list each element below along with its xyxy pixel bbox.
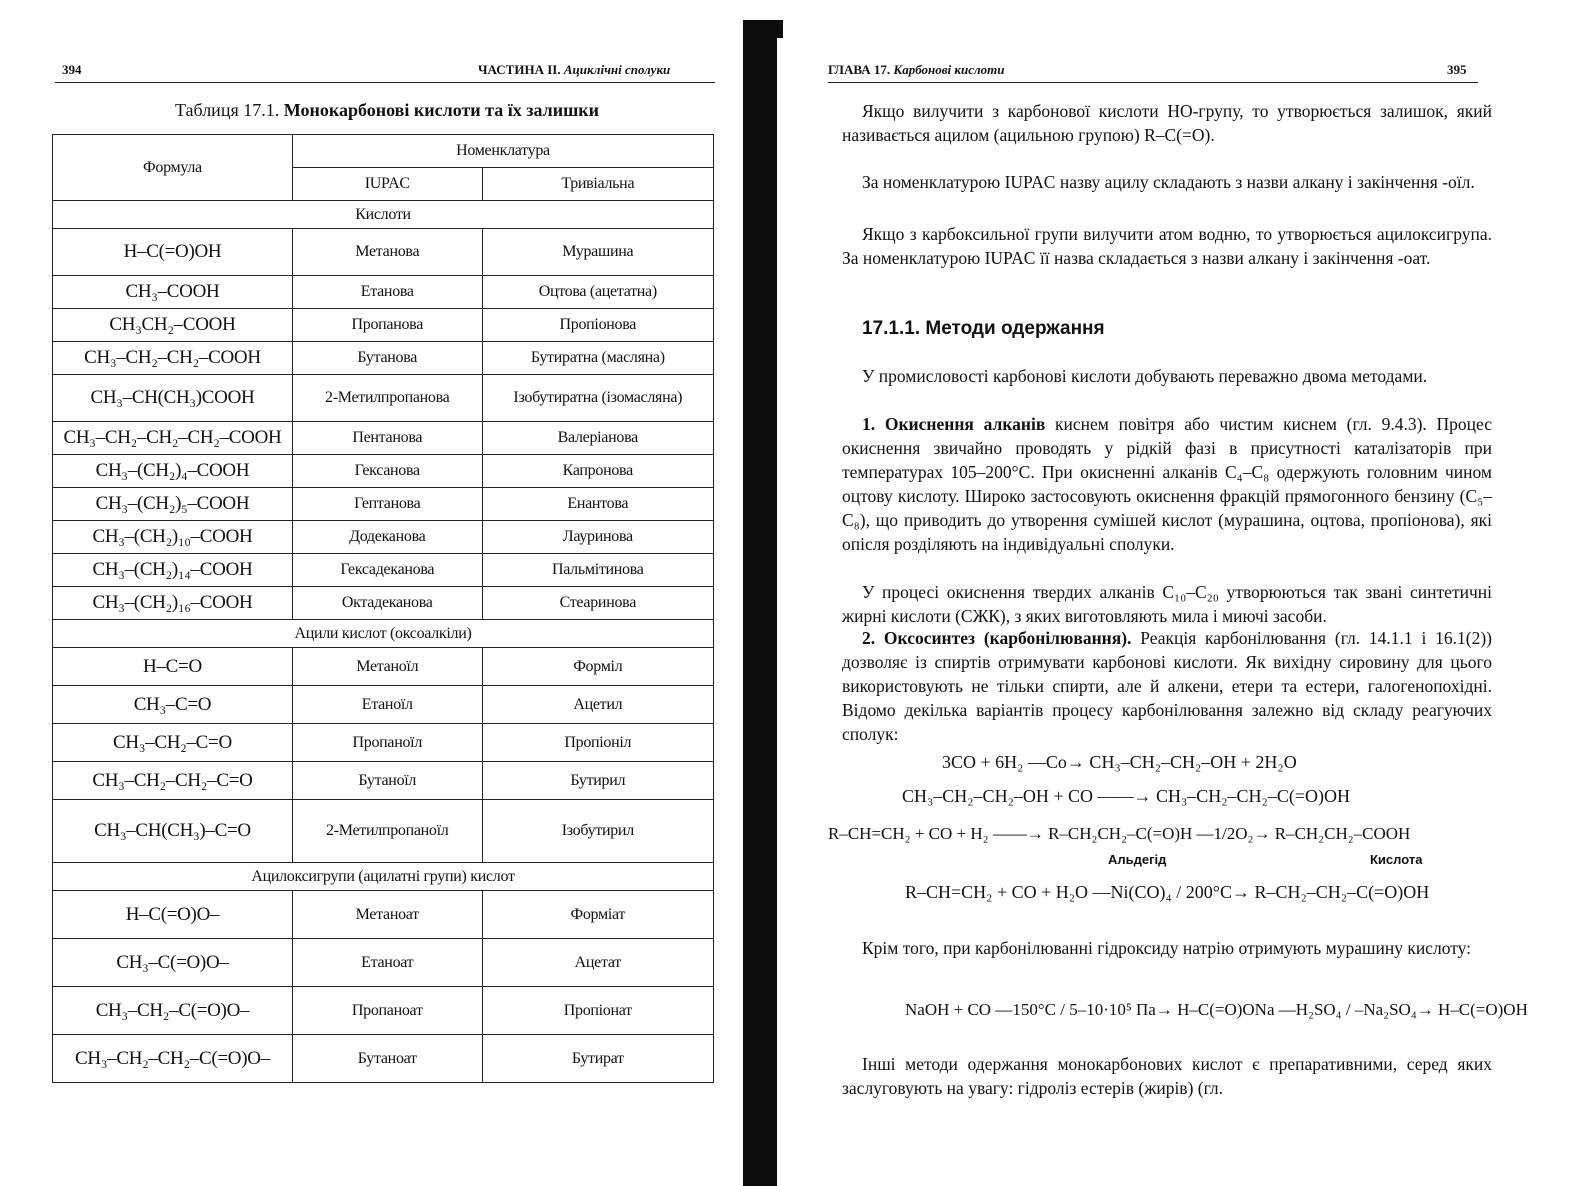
acyloxy-row xyxy=(53,987,714,1035)
running-head-right xyxy=(828,62,1005,78)
acid-row-trivial: Енантова xyxy=(482,488,713,521)
acyloxy-row-iupac: Етаноат xyxy=(292,939,482,987)
paragraph-alkane-oxidation xyxy=(842,412,1492,556)
method-1-text: киснем повітря або чистим киснем (гл. 9.4.3). Процес окиснення звичайно проводять у рідкій фазі в присутності каталізаторів при температурах 105–200°C. При окисненні алканів C₄–C₈ одержують головним чином оцтову кислоту. Широко застосовують окиснення фракцій прямогонного бензину (C₅–C₈), що приводить до утворення сумішей кислот (мурашина, оцтова, пропіонова), які опісля розділяють на індивідуальні сполуки. xyxy=(842,414,1492,554)
acid-row-trivial: Мурашина xyxy=(482,229,713,276)
running-head-left xyxy=(478,62,670,78)
acyl-row-trivial: Ізобутирил xyxy=(482,800,713,863)
acid-row-trivial: Валеріанова xyxy=(482,422,713,455)
acyloxy-row-iupac: Пропаноат xyxy=(292,987,482,1035)
group-acids: Кислоти xyxy=(53,201,714,229)
acid-row xyxy=(53,554,714,587)
acyl-row-iupac: Пропаноїл xyxy=(292,724,482,762)
group-acyls: Ацили кислот (оксоалкіли) xyxy=(53,620,714,648)
paragraph-oxosynthesis xyxy=(842,626,1492,746)
header-nomenclature: Номенклатура xyxy=(292,135,713,168)
acids-rows xyxy=(53,229,714,620)
acid-row-iupac: Гексанова xyxy=(292,455,482,488)
acyloxy-row-trivial: Ацетат xyxy=(482,939,713,987)
paragraph-acyl-naming: За номенклатурою IUPAC назву ацилу складають з назви алкану і закінчення -оїл. xyxy=(862,172,1475,192)
book-spine-tip xyxy=(777,20,783,38)
acyl-row-iupac: Метаноїл xyxy=(292,648,482,686)
acyloxy-row-formula: CH₃–CH₂–CH₂–C(=O)O– xyxy=(53,1035,293,1083)
acid-row-trivial: Бутиратна (масляна) xyxy=(482,342,713,375)
acid-row-trivial: Ізобутиратна (ізомасляна) xyxy=(482,375,713,422)
acyl-row-formula: CH₃–CH(CH₃)–C=O xyxy=(53,800,293,863)
page-number-left: 394 xyxy=(62,62,82,77)
acid-row-formula: CH₃–(CH₂)₁₆–COOH xyxy=(53,587,293,620)
acyloxy-row-formula: H–C(=O)O– xyxy=(53,891,293,939)
acid-row-iupac: Пропанова xyxy=(292,309,482,342)
acid-row xyxy=(53,488,714,521)
acyl-row-iupac: Бутаноїл xyxy=(292,762,482,800)
acyl-rows xyxy=(53,648,714,863)
header-formula: Формула xyxy=(53,135,293,201)
acyl-row-formula: H–C=O xyxy=(53,648,293,686)
acid-row-iupac: Бутанова xyxy=(292,342,482,375)
method-2-title: 2. Оксосинтез (карбонілювання). xyxy=(862,628,1132,648)
acyl-row-trivial: Форміл xyxy=(482,648,713,686)
page-number-right: 395 xyxy=(1447,62,1467,77)
acid-row-iupac: 2-Метилпропанова xyxy=(292,375,482,422)
equation-1: 3CO + 6H₂ —Co→ CH₃–CH₂–CH₂–OH + 2H₂O xyxy=(942,752,1297,772)
running-head-part: ЧАСТИНА II. xyxy=(478,62,561,77)
paragraph-sfa: У процесі окиснення твердих алканів C₁₀–C₂₀ утворюються так звані синтетичні жирні кислоти (СЖК), з яких виготовляють мила і миючі засоби. xyxy=(842,582,1492,626)
paragraph-other-methods: Інші методи одержання монокарбонових кислот є препаративними, серед яких заслуговують на увагу: гідроліз естерів (жирів) (гл. xyxy=(842,1054,1492,1098)
acyloxy-rows xyxy=(53,891,714,1083)
equation-4: R–CH=CH₂ + CO + H₂O —Ni(CO)₄ / 200°C→ R–CH₂–CH₂–C(=O)OH xyxy=(905,882,1430,902)
acid-row-trivial: Пальмітинова xyxy=(482,554,713,587)
acid-row-iupac: Гептанова xyxy=(292,488,482,521)
header-iupac: IUPAC xyxy=(292,168,482,201)
acid-row-formula: CH₃–COOH xyxy=(53,276,293,309)
table-caption xyxy=(62,100,712,121)
header-trivial: Тривіальна xyxy=(482,168,713,201)
equation-3: R–CH=CH₂ + CO + H₂ ——→ R–CH₂CH₂–C(=O)H —1/2O₂→ R–CH₂CH₂–COOH xyxy=(828,824,1411,843)
acyl-row-iupac: Етаноїл xyxy=(292,686,482,724)
equation-2: CH₃–CH₂–CH₂–OH + CO ——→ CH₃–CH₂–CH₂–C(=O)OH xyxy=(902,786,1350,806)
acid-row-trivial: Капронова xyxy=(482,455,713,488)
acyl-row xyxy=(53,686,714,724)
acyl-row-trivial: Бутирил xyxy=(482,762,713,800)
acid-table xyxy=(52,134,714,1083)
acid-row-formula: CH₃–(CH₂)₅–COOH xyxy=(53,488,293,521)
acyl-row-trivial: Ацетил xyxy=(482,686,713,724)
acyl-row-trivial: Пропіоніл xyxy=(482,724,713,762)
acyloxy-row-iupac: Метаноат xyxy=(292,891,482,939)
header-rule-left xyxy=(55,82,715,83)
acyl-row xyxy=(53,762,714,800)
acid-row-formula: CH₃–CH₂–CH₂–CH₂–COOH xyxy=(53,422,293,455)
acid-row-formula: CH₃–(CH₂)₁₀–COOH xyxy=(53,521,293,554)
label-aldehyde: Альдегід xyxy=(1108,852,1167,867)
acyl-row-formula: CH₃–CH₂–CH₂–C=O xyxy=(53,762,293,800)
paragraph-intro-methods: У промисловості карбонові кислоти добувають переважно двома методами. xyxy=(862,366,1428,386)
book-spine-shadow xyxy=(743,20,777,1186)
acyl-row xyxy=(53,800,714,863)
acid-row xyxy=(53,375,714,422)
label-acid: Кислота xyxy=(1370,852,1423,867)
acyloxy-row xyxy=(53,891,714,939)
acid-row-iupac: Метанова xyxy=(292,229,482,276)
method-2-text: Реакція карбонілювання (гл. 14.1.1 і 16.1(2)) дозволяє із спиртів отримувати карбонові кислоти. Як вихідну сировину для цього використовують не тільки спирти, але й алкени, етери та естери, галогенопохідні. Відомо декілька варіантів процесу карбонілювання залежно від складу реагуючих сполук: xyxy=(842,628,1492,744)
acid-row xyxy=(53,229,714,276)
acid-row xyxy=(53,521,714,554)
acid-row-formula: H–C(=O)OH xyxy=(53,229,293,276)
paragraph-acyl: Якщо вилучити з карбонової кислоти НО-групу, то утворюється залишок, який називається ацилом (ацильною групою) R–C(=O). xyxy=(842,101,1492,145)
acyl-row-iupac: 2-Метилпропаноїл xyxy=(292,800,482,863)
paragraph-naoh: Крім того, при карбонілюванні гідроксиду натрію отримують мурашину кислоту: xyxy=(862,938,1472,958)
caption-prefix: Таблиця 17.1. xyxy=(174,100,280,120)
acyloxy-row-trivial: Пропіонат xyxy=(482,987,713,1035)
left-page xyxy=(0,0,740,1186)
acid-row-formula: CH₃–CH₂–CH₂–COOH xyxy=(53,342,293,375)
acid-row-iupac: Додеканова xyxy=(292,521,482,554)
running-head-title-left: Ациклічні сполуки xyxy=(563,62,671,77)
acid-row-iupac: Етанова xyxy=(292,276,482,309)
acid-row-trivial: Оцтова (ацетатна) xyxy=(482,276,713,309)
acid-row-formula: CH₃–(CH₂)₁₄–COOH xyxy=(53,554,293,587)
acid-row-trivial: Стеаринова xyxy=(482,587,713,620)
acid-row-trivial: Лауринова xyxy=(482,521,713,554)
acyl-row xyxy=(53,648,714,686)
acid-row-iupac: Октадеканова xyxy=(292,587,482,620)
running-head-title-right: Карбонові кислоти xyxy=(893,62,1005,77)
acid-row xyxy=(53,455,714,488)
acyloxy-row-formula: CH₃–C(=O)O– xyxy=(53,939,293,987)
running-head-chapter: ГЛАВА 17. xyxy=(828,62,891,77)
group-acyloxy: Ацилоксигрупи (ацилатні групи) кислот xyxy=(53,863,714,891)
acid-row xyxy=(53,309,714,342)
acid-row-formula: CH₃–CH(CH₃)COOH xyxy=(53,375,293,422)
acyloxy-row-formula: CH₃–CH₂–C(=O)O– xyxy=(53,987,293,1035)
acid-row xyxy=(53,342,714,375)
acid-row-formula: CH₃–(CH₂)₄–COOH xyxy=(53,455,293,488)
acyloxy-row-iupac: Бутаноат xyxy=(292,1035,482,1083)
acyl-row xyxy=(53,724,714,762)
right-page xyxy=(790,0,1585,1186)
acyl-row-formula: CH₃–CH₂–C=O xyxy=(53,724,293,762)
method-1-title: 1. Окиснення алканів xyxy=(862,414,1046,434)
caption-title: Монокарбонові кислоти та їх залишки xyxy=(283,100,600,120)
acyloxy-row xyxy=(53,939,714,987)
acid-row xyxy=(53,587,714,620)
acyloxy-row-trivial: Бутират xyxy=(482,1035,713,1083)
acid-row-formula: CH₃CH₂–COOH xyxy=(53,309,293,342)
section-title: 17.1.1. Методи одержання xyxy=(862,318,1105,339)
acid-row-trivial: Пропіонова xyxy=(482,309,713,342)
acid-row xyxy=(53,422,714,455)
header-rule-right xyxy=(828,82,1478,83)
acyloxy-row-trivial: Форміат xyxy=(482,891,713,939)
acyloxy-row xyxy=(53,1035,714,1083)
acid-row-iupac: Пентанова xyxy=(292,422,482,455)
acyl-row-formula: CH₃–C=O xyxy=(53,686,293,724)
acid-row-iupac: Гексадеканова xyxy=(292,554,482,587)
acid-row xyxy=(53,276,714,309)
equation-5: NaOH + CO —150°C / 5–10·10⁵ Па→ H–C(=O)ONa —H₂SO₄ / –Na₂SO₄→ H–C(=O)OH xyxy=(905,1000,1528,1019)
paragraph-acyloxy: Якщо з карбоксильної групи вилучити атом водню, то утворюється ацилоксигрупа. За номенклатурою IUPAC її назва складається з назви алкану і закінчення -оат. xyxy=(842,224,1492,268)
